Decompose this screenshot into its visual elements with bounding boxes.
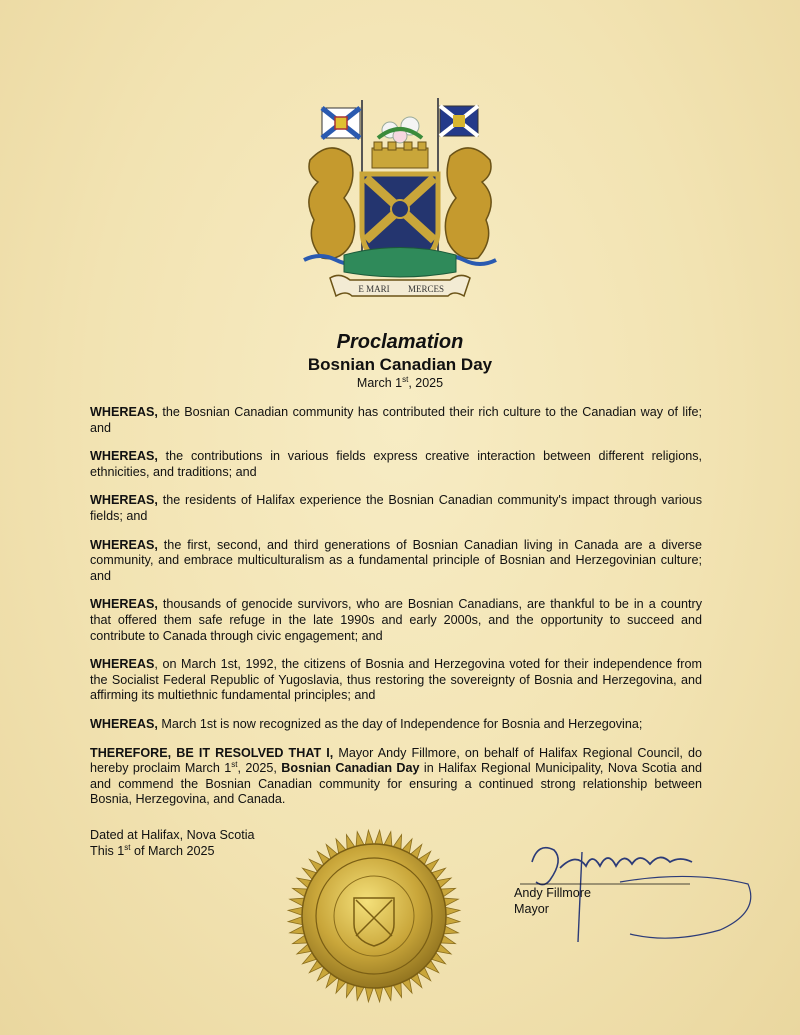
proclamation-date: March 1st, 2025	[356, 374, 444, 390]
whereas-clause: WHEREAS, March 1st is now recognized as the day of Independence for Bosnia and Herzegovina;	[90, 716, 643, 731]
dated-block	[90, 828, 255, 859]
motto-right: MERCES	[407, 284, 445, 294]
signer-title: Mayor	[514, 901, 549, 916]
whereas-clause: WHEREAS, thousands of genocide survivors, who are Bosnian Canadians, are thankful to be in a country that offered them safe refuge in the late 1990s and early 2000s, and the opportunity to succeed and contribute to Canada through civic engagement; and	[90, 597, 702, 643]
halifax-coat-of-arms	[300, 90, 500, 305]
page-title: Proclamation	[336, 331, 464, 353]
dated-location: Dated at Halifax, Nova Scotia	[90, 828, 255, 842]
proclamation-header	[0, 330, 800, 391]
resolution-clause: THEREFORE, BE IT RESOLVED THAT I, Mayor Andy Fillmore, on behalf of Halifax Regional Council, do hereby proclaim March 1st, 2025, Bosnian Canadian Day in Halifax Regional Municipality, Nova Scotia and and commend the Bosnian Canadian community for ensuring a continued strong relationship between Bosnia, Herzegovina, and Canada.	[90, 745, 703, 807]
whereas-clause: WHEREAS, the Bosnian Canadian community has contributed their rich culture to the Canadian way of life; and	[90, 405, 702, 435]
proclamation-body	[90, 405, 702, 821]
gold-seal	[286, 828, 462, 1004]
whereas-clause: WHEREAS, on March 1st, 1992, the citizens of Bosnia and Herzegovina voted for their independence from the Socialist Federal Republic of Yugoslavia, thus restoring the sovereignty of Bosnia and Herzegovina, and affirming its multiethnic fundamental principles; and	[90, 657, 702, 703]
whereas-clause: WHEREAS, the first, second, and third generations of Bosnian Canadian living in Canada are a diverse community, and embrace multiculturalism as a fundamental principle of Bosnian and Herzegovinian culture; and	[90, 537, 702, 583]
whereas-clause: WHEREAS, the residents of Halifax experience the Bosnian Canadian community's impact through various fields; and	[90, 493, 702, 523]
dated-date: This 1st of March 2025	[90, 842, 215, 858]
motto-left: E MARI	[358, 284, 390, 294]
proclamation-subtitle: Bosnian Canadian Day	[307, 355, 493, 374]
signer-name: Andy Fillmore	[514, 886, 591, 900]
whereas-clause: WHEREAS, the contributions in various fields express creative interaction between different religions, ethnicities, and traditions; and	[90, 449, 702, 479]
signer-block	[514, 886, 591, 917]
